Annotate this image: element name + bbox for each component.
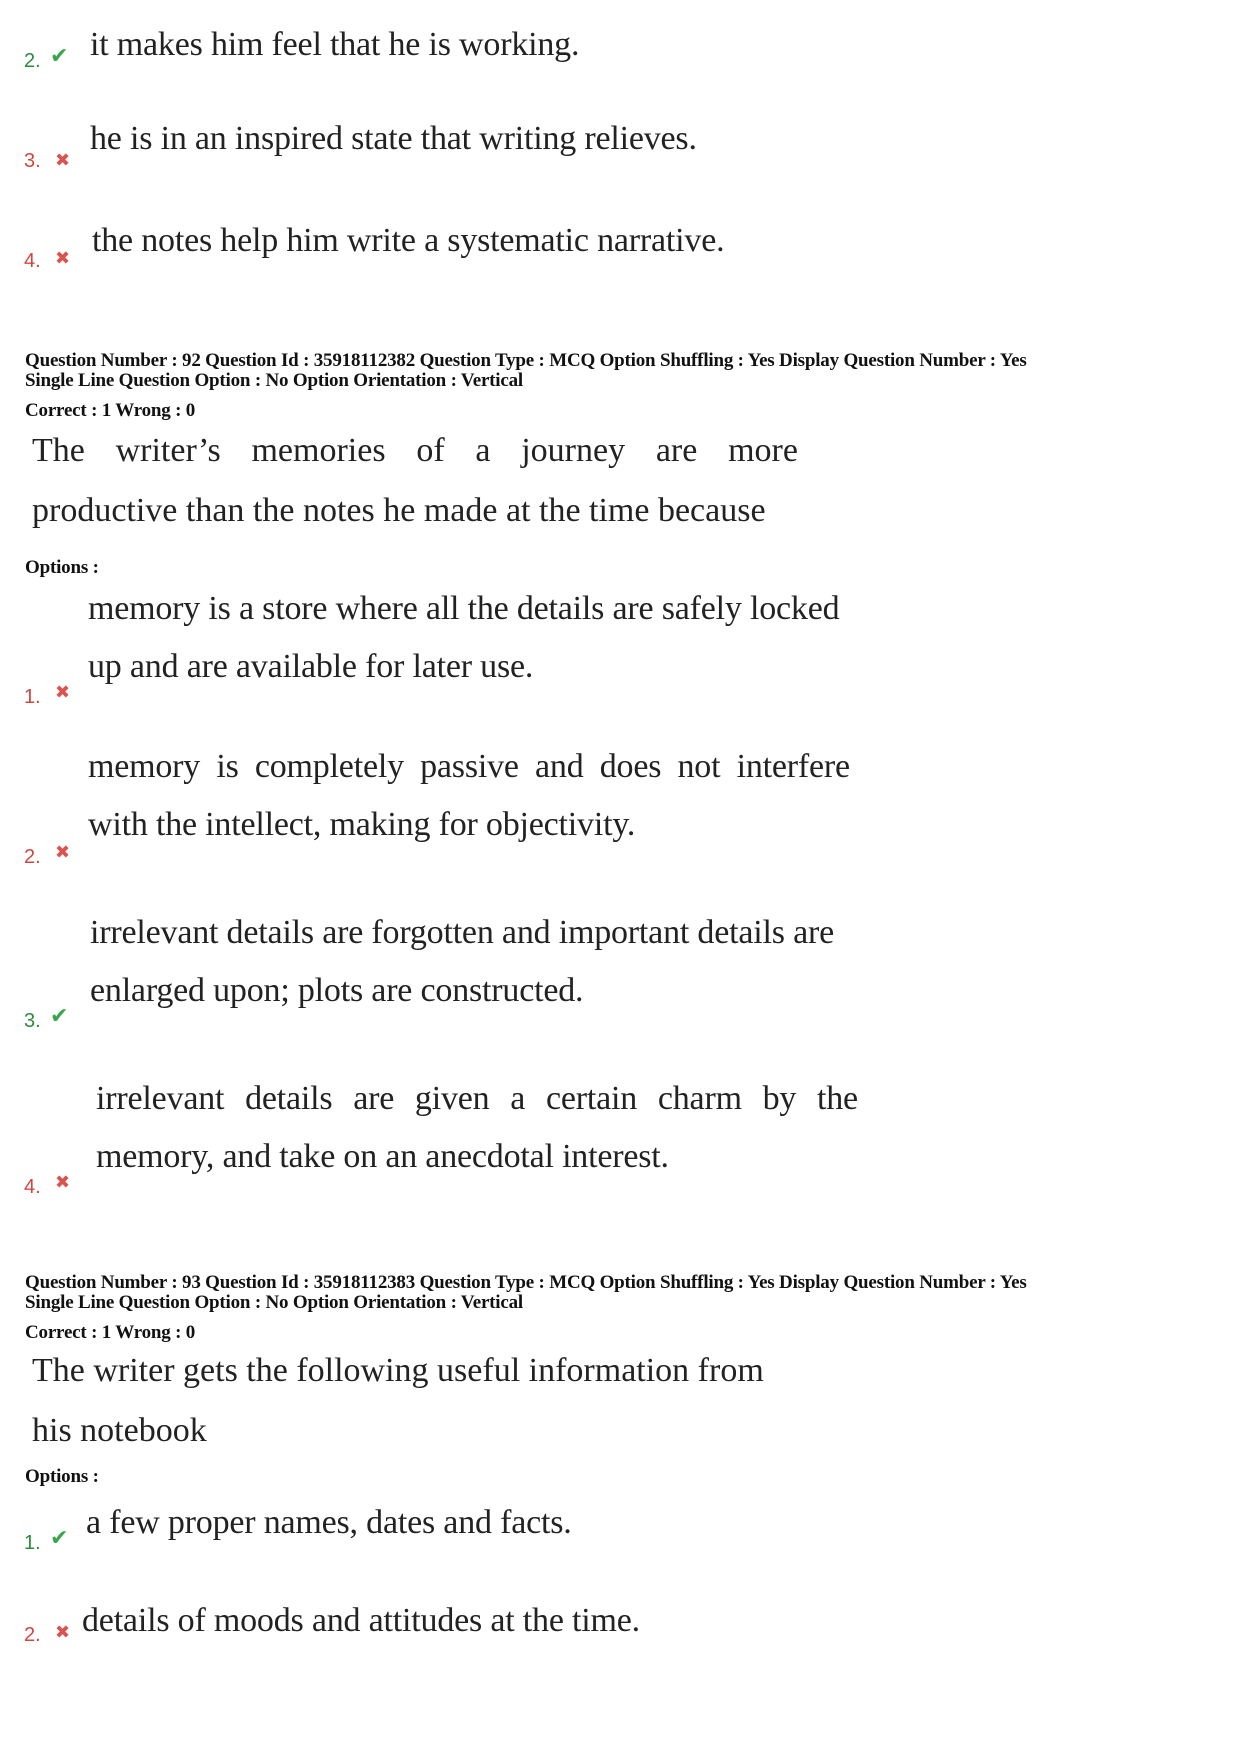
options-label: Options : xyxy=(25,557,99,578)
cross-icon: ✖ xyxy=(55,248,71,269)
word: memories xyxy=(251,432,386,469)
word: The xyxy=(32,432,85,469)
word: details xyxy=(245,1080,333,1117)
cross-icon: ✖ xyxy=(55,150,71,171)
word: charm xyxy=(657,1080,742,1117)
option-number: 4. xyxy=(24,250,41,272)
question-meta-line2: Single Line Question Option : No Option Orientation : Vertical xyxy=(25,370,523,391)
word: is xyxy=(216,748,239,785)
word: writer’s xyxy=(115,432,221,469)
word: not xyxy=(677,748,721,785)
option-number: 1. xyxy=(24,1532,41,1554)
word: a xyxy=(475,432,491,469)
word: irrelevant xyxy=(96,1080,225,1117)
option-number: 2. xyxy=(24,1624,41,1646)
option-text-line1: irrelevant details are forgotten and important details are xyxy=(90,914,834,951)
options-label: Options : xyxy=(25,1466,99,1487)
question-marks: Correct : 1 Wrong : 0 xyxy=(25,1322,196,1343)
question-meta-line1: Question Number : 93 Question Id : 35918112383 Question Type : MCQ Option Shuffling : Yes Display Question Number : Yes xyxy=(25,1272,1027,1293)
word: does xyxy=(599,748,662,785)
cross-icon: ✖ xyxy=(55,682,71,703)
option-number: 3. xyxy=(24,1010,41,1032)
word: completely xyxy=(254,748,404,785)
question-text-line2: his notebook xyxy=(32,1412,207,1449)
option-text-line2: up and are available for later use. xyxy=(88,648,534,685)
option-number: 4. xyxy=(24,1176,41,1198)
option-text: it makes him feel that he is working. xyxy=(90,26,580,63)
option-text-line1 xyxy=(96,1080,858,1118)
word: of xyxy=(416,432,445,469)
option-number: 2. xyxy=(24,50,41,72)
option-text: the notes help him write a systematic narrative. xyxy=(92,222,725,259)
check-icon: ✔ xyxy=(50,1004,69,1029)
option-text: details of moods and attitudes at the time. xyxy=(82,1602,640,1639)
word: a xyxy=(510,1080,526,1117)
option-number: 1. xyxy=(24,686,41,708)
option-number: 2. xyxy=(24,846,41,868)
option-text: a few proper names, dates and facts. xyxy=(86,1504,572,1541)
word: are xyxy=(655,432,698,469)
cross-icon: ✖ xyxy=(55,1622,71,1643)
word: more xyxy=(728,432,798,469)
question-meta-line2: Single Line Question Option : No Option Orientation : Vertical xyxy=(25,1292,523,1313)
word: interfere xyxy=(736,748,850,785)
cross-icon: ✖ xyxy=(55,1172,71,1193)
cross-icon: ✖ xyxy=(55,842,71,863)
word: are xyxy=(353,1080,395,1117)
question-meta-line1: Question Number : 92 Question Id : 35918112382 Question Type : MCQ Option Shuffling : Yes Display Question Number : Yes xyxy=(25,350,1027,371)
word: certain xyxy=(545,1080,638,1117)
word: given xyxy=(414,1080,490,1117)
word: passive xyxy=(420,748,519,785)
option-text-line2: with the intellect, making for objectivity. xyxy=(88,806,636,843)
question-text-line2: productive than the notes he made at the time because xyxy=(32,492,766,529)
option-number: 3. xyxy=(24,150,41,172)
word: memory xyxy=(88,748,201,785)
option-text-line1: memory is a store where all the details are safely locked xyxy=(88,590,840,627)
question-marks: Correct : 1 Wrong : 0 xyxy=(25,400,196,421)
word: the xyxy=(817,1080,858,1117)
word: journey xyxy=(521,432,626,469)
option-text: he is in an inspired state that writing relieves. xyxy=(90,120,697,157)
option-text-line2: enlarged upon; plots are constructed. xyxy=(90,972,584,1009)
question-text-line1: The writer gets the following useful information from xyxy=(32,1352,764,1389)
word: by xyxy=(762,1080,797,1117)
question-text-line1 xyxy=(32,432,798,470)
check-icon: ✔ xyxy=(50,1526,69,1551)
word: and xyxy=(535,748,584,785)
option-text-line1 xyxy=(88,748,850,786)
option-text-line2: memory, and take on an anecdotal interest. xyxy=(96,1138,669,1175)
check-icon: ✔ xyxy=(50,44,69,69)
